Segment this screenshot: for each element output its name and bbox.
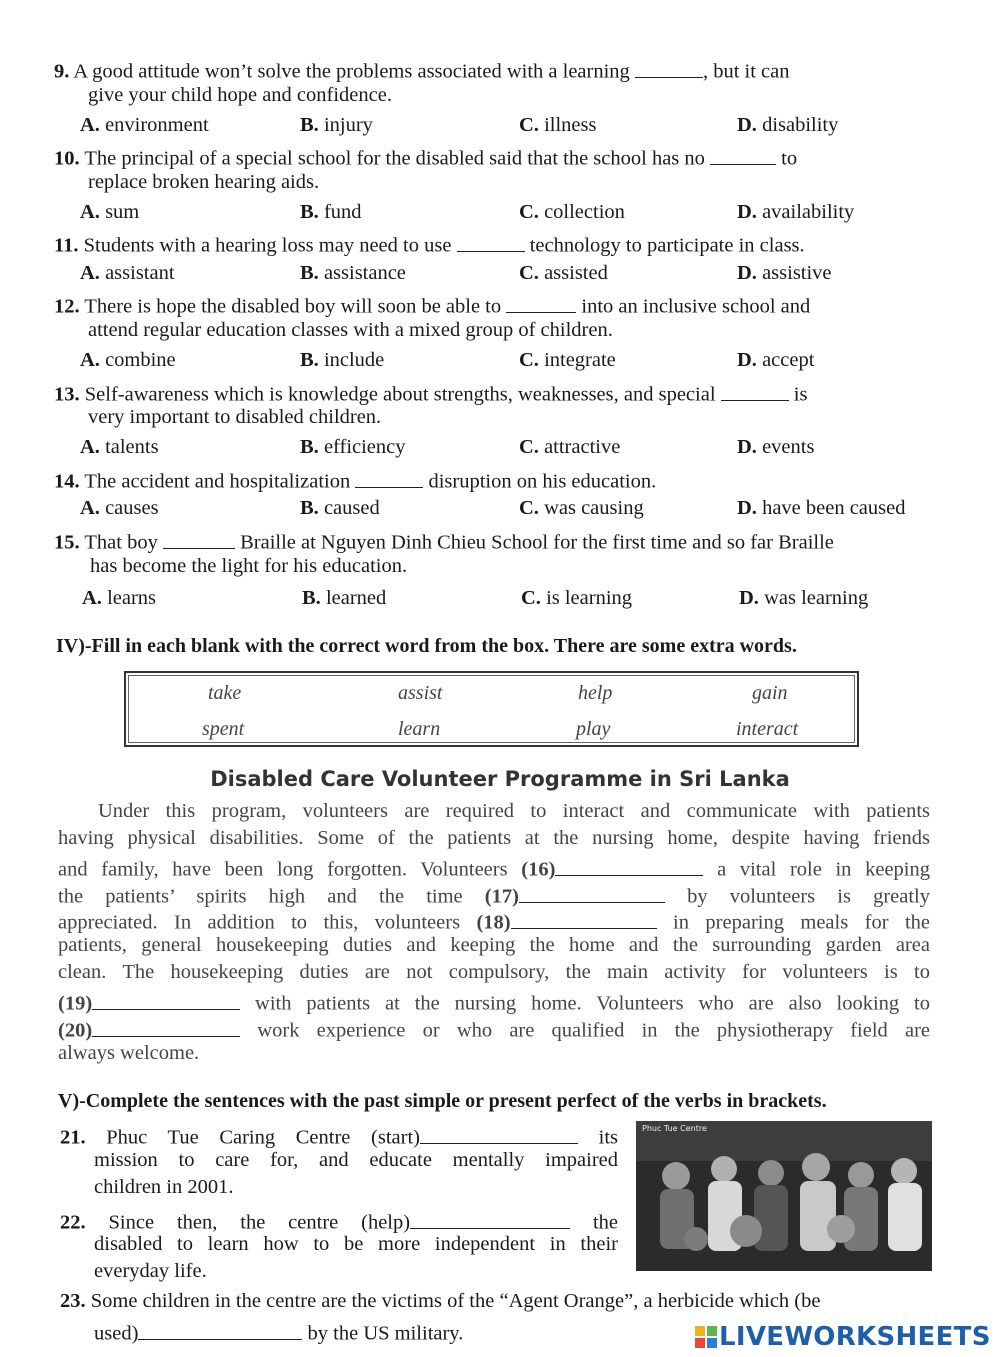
passage-line-20: (20) work experience or who are qualified in the physiotherapy field are — [58, 1015, 930, 1043]
blank-number: (17) — [484, 885, 519, 908]
answer-blank[interactable] — [506, 291, 576, 313]
answer-blank[interactable] — [635, 56, 703, 78]
option-d[interactable]: D. assistive — [737, 262, 832, 284]
question-text-line2: replace broken hearing aids. — [88, 171, 320, 193]
question-text: Braille at Nguyen Dinh Chieu School for the first time and so far Braille — [234, 531, 834, 554]
answer-blank-21[interactable] — [420, 1122, 578, 1144]
blank-number: (19) — [58, 992, 93, 1015]
question-12 — [54, 291, 810, 319]
passage-line: Under this program, volunteers are required to interact and communicate with patients — [98, 800, 930, 822]
option-a[interactable]: A. talents — [80, 436, 159, 458]
question-text: into an inclusive school and — [576, 295, 811, 318]
option-c[interactable]: C. was causing — [519, 497, 644, 519]
word-learn[interactable]: learn — [398, 718, 441, 740]
option-d[interactable]: D. was learning — [739, 587, 869, 609]
question-text: Students with a hearing loss may need to use — [83, 234, 457, 257]
question-15 — [54, 527, 834, 555]
word-take[interactable]: take — [208, 682, 242, 704]
blank-number: (16) — [521, 858, 556, 881]
question-text-line2: has become the light for his education. — [90, 555, 408, 577]
liveworksheets-brand[interactable] — [695, 1322, 991, 1352]
question-number: 10. — [54, 147, 80, 170]
children-photo — [636, 1121, 932, 1271]
passage-line: always welcome. — [58, 1042, 200, 1064]
question-number: 9. — [54, 60, 70, 83]
question-text: , but it can — [702, 60, 790, 83]
option-c[interactable]: C. assisted — [519, 262, 608, 284]
passage-line: having physical disabilities. Some of the patients at the nursing home, despite having friends — [58, 827, 930, 849]
option-b[interactable]: B. efficiency — [300, 436, 406, 458]
option-c[interactable]: C. is learning — [521, 587, 633, 609]
answer-blank[interactable] — [710, 143, 776, 165]
blank-16[interactable] — [555, 854, 703, 876]
option-a[interactable]: A. assistant — [80, 262, 175, 284]
question-number: 12. — [54, 295, 80, 318]
word-play[interactable]: play — [576, 718, 611, 740]
passage-line-19: (19) with patients at the nursing home. Volunteers who are also looking to — [58, 988, 930, 1016]
question-text: There is hope the disabled boy will soon be able to — [84, 295, 507, 318]
question-number: 15. — [54, 531, 80, 554]
word-help[interactable]: help — [578, 682, 613, 704]
question-10 — [54, 143, 797, 171]
option-c[interactable]: C. attractive — [519, 436, 621, 458]
blank-17[interactable] — [519, 881, 665, 903]
question-text: disruption on his education. — [423, 470, 657, 493]
answer-blank[interactable] — [355, 466, 423, 488]
option-a[interactable]: A. combine — [80, 349, 176, 371]
word-spent[interactable]: spent — [202, 718, 245, 740]
word-interact[interactable]: interact — [736, 718, 799, 740]
passage-title: Disabled Care Volunteer Programme in Sri Lanka — [210, 767, 790, 791]
option-c[interactable]: C. collection — [519, 201, 625, 223]
question-text: The accident and hospitalization — [84, 470, 356, 493]
question-text: is — [788, 383, 808, 406]
option-d[interactable]: D. disability — [737, 114, 839, 136]
blank-19[interactable] — [92, 988, 240, 1010]
question-text-line2: give your child hope and confidence. — [88, 84, 392, 106]
word-box — [124, 671, 859, 747]
option-c[interactable]: C. integrate — [519, 349, 616, 371]
passage-line: clean. The housekeeping duties are not compulsory, the main activity for volunteers is to — [58, 961, 930, 983]
question-22-line3: everyday life. — [94, 1260, 207, 1282]
question-11 — [54, 230, 805, 258]
option-d[interactable]: D. availability — [737, 201, 855, 223]
option-b[interactable]: B. assistance — [300, 262, 406, 284]
question-13 — [54, 379, 807, 407]
option-b[interactable]: B. caused — [300, 497, 380, 519]
section-4-heading: IV)-Fill in each blank with the correct word from the box. There are some extra words. — [56, 635, 797, 657]
blank-number: (20) — [58, 1019, 93, 1042]
question-9 — [54, 56, 789, 84]
photo-caption: Phuc Tue Centre — [642, 1124, 707, 1133]
option-a[interactable]: A. environment — [80, 114, 209, 136]
answer-blank[interactable] — [721, 379, 789, 401]
option-a[interactable]: A. sum — [80, 201, 140, 223]
option-c[interactable]: C. illness — [519, 114, 597, 136]
answer-blank[interactable] — [457, 230, 525, 252]
question-text: to — [776, 147, 798, 170]
answer-blank[interactable] — [163, 527, 235, 549]
answer-blank-22[interactable] — [410, 1207, 570, 1229]
photo-illustration — [636, 1121, 932, 1271]
option-d[interactable]: D. accept — [737, 349, 815, 371]
question-text: A good attitude won’t solve the problems associated with a learning — [73, 60, 635, 83]
answer-blank-23[interactable] — [138, 1318, 302, 1340]
word-assist[interactable]: assist — [398, 682, 443, 704]
word-gain[interactable]: gain — [752, 682, 788, 704]
question-23: 23. Some children in the centre are the victims of the “Agent Orange”, a herbicide which (be — [60, 1290, 821, 1312]
question-21-line2: mission to care for, and educate mentally impaired — [94, 1149, 618, 1171]
brand-text: LIVEWORKSHEETS — [719, 1322, 991, 1352]
blank-number: (18) — [476, 911, 511, 934]
passage-line-17: the patients’ spirits high and the time (17) by volunteers is greatly — [58, 881, 930, 909]
option-b[interactable]: B. learned — [302, 587, 387, 609]
question-number: 13. — [54, 383, 80, 406]
passage-line: patients, general housekeeping duties and keeping the home and the surrounding garden area — [58, 934, 930, 956]
blank-18[interactable] — [511, 907, 657, 929]
passage-line-16: and family, have been long forgotten. Volunteers (16) a vital role in keeping — [58, 854, 930, 882]
question-14 — [54, 466, 656, 494]
blank-20[interactable] — [92, 1015, 240, 1037]
question-text-line2: attend regular education classes with a mixed group of children. — [88, 319, 613, 341]
passage-line-18: appreciated. In addition to this, volunteers (18) in preparing meals for the — [58, 907, 930, 935]
question-text: Self-awareness which is knowledge about strengths, weaknesses, and special — [84, 383, 721, 406]
question-text: The principal of a special school for the disabled said that the school has no — [84, 147, 711, 170]
option-d[interactable]: D. events — [737, 436, 815, 458]
question-number: 11. — [54, 234, 79, 257]
question-21: 21. Phuc Tue Caring Centre (start) its — [60, 1122, 618, 1150]
question-text: technology to participate in class. — [524, 234, 805, 257]
option-b[interactable]: B. include — [300, 349, 385, 371]
option-b[interactable]: B. injury — [300, 114, 373, 136]
question-text-line2: very important to disabled children. — [88, 406, 382, 428]
option-a[interactable]: A. causes — [80, 497, 159, 519]
option-b[interactable]: B. fund — [300, 201, 362, 223]
question-22: 22. Since then, the centre (help) the — [60, 1207, 618, 1235]
question-text: That boy — [84, 531, 163, 554]
question-23-line2: used) by the US military. — [94, 1318, 463, 1346]
question-number: 14. — [54, 470, 80, 493]
question-21-line3: children in 2001. — [94, 1176, 234, 1198]
option-a[interactable]: A. learns — [82, 587, 157, 609]
question-22-line2: disabled to learn how to be more independent in their — [94, 1233, 618, 1255]
section-5-heading: V)-Complete the sentences with the past simple or present perfect of the verbs in brackets. — [58, 1090, 827, 1112]
liveworksheets-logo-icon — [695, 1325, 717, 1347]
option-d[interactable]: D. have been caused — [737, 497, 906, 519]
